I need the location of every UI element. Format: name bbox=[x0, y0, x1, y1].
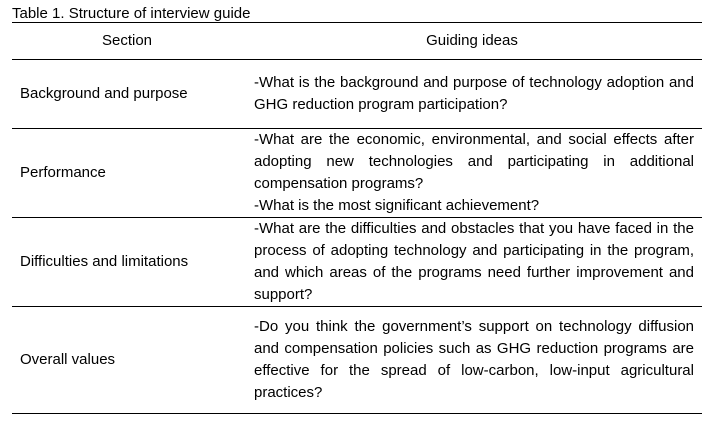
idea-text: -Do you think the government’s support on technology diffusion and compensation policies such as GHG reduction programs are effective for the spread of low-carbon, low-input agricultural practices? bbox=[254, 318, 694, 401]
section-cell: Difficulties and limitations bbox=[20, 253, 189, 270]
table-row bbox=[12, 60, 702, 129]
table-caption: Table 1. Structure of interview guide bbox=[12, 5, 251, 22]
idea-text: -What is the most significant achievement? bbox=[254, 197, 540, 214]
ideas-cell bbox=[242, 307, 702, 414]
header-guiding-ideas: Guiding ideas bbox=[426, 32, 518, 49]
idea-text: -What are the difficulties and obstacles that you have faced in the process of adopting technology and participating in the program, and which areas of the programs need further improvement and support? bbox=[254, 220, 694, 303]
section-cell: Overall values bbox=[20, 351, 116, 368]
table-header bbox=[12, 23, 702, 60]
idea-text: -What is the background and purpose of technology adoption and GHG reduction program participation? bbox=[254, 74, 694, 113]
table-row bbox=[12, 129, 702, 218]
interview-guide-table bbox=[12, 22, 702, 414]
header-section: Section bbox=[101, 32, 153, 49]
table-row bbox=[12, 307, 702, 414]
ideas-cell bbox=[242, 60, 702, 129]
ideas-cell bbox=[242, 218, 702, 307]
header-row bbox=[12, 23, 702, 60]
table-body bbox=[12, 60, 702, 414]
section-cell: Performance bbox=[20, 164, 106, 181]
table-row bbox=[12, 218, 702, 307]
idea-text: -What are the economic, environmental, and social effects after adopting new technologies and participating in additional compensation programs? bbox=[254, 131, 694, 192]
ideas-cell bbox=[242, 129, 702, 218]
section-cell: Background and purpose bbox=[20, 85, 188, 102]
